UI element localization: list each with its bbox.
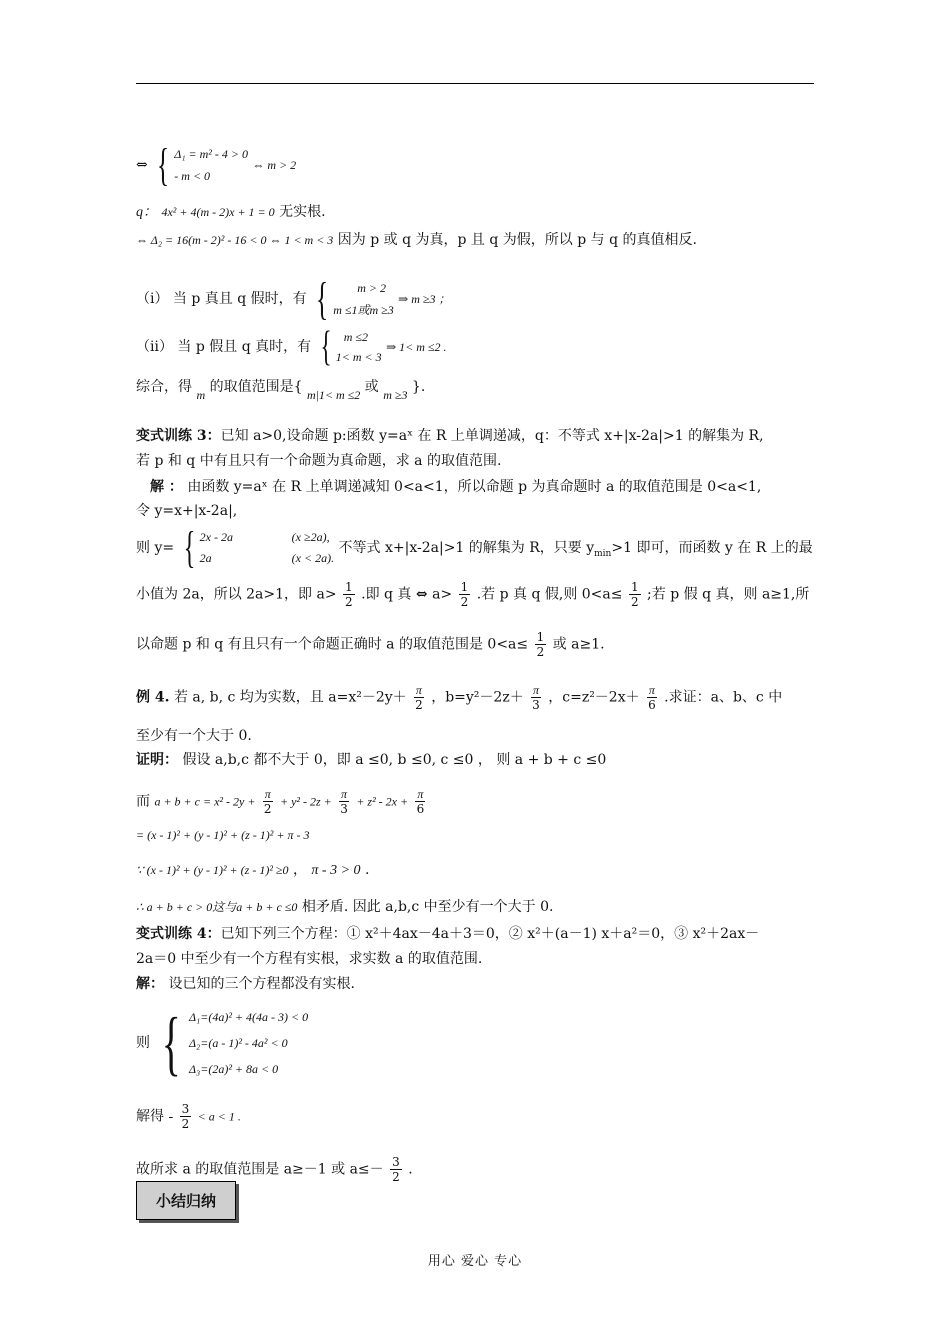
exercise-4-final-answer: 故所求 a 的取值范围是 a≥－1 或 a≤－ $\frac{3}{2}$ . bbox=[136, 1155, 413, 1184]
proof-line-1: 证明： 假设 a,b,c 都不大于 0，即 a ≤0, b ≤0, c ≤0 ， 则 a + b + c ≤0 bbox=[136, 752, 607, 768]
proof-line-2: 而 a + b + c = x² - 2y + $\frac{\pi}{2}$ + y² - 2z + $\frac{\pi}{3}$ + z² - 2x + $\frac{\pi}{6}$ bbox=[136, 787, 425, 816]
p-system: { Δ₁ = m² - 4 > 0 - m < 0 bbox=[157, 139, 248, 190]
exercise-4-solution-result: 解得 - $\frac{3}{2}$ < a < 1 . bbox=[136, 1102, 241, 1131]
case-one-line: （ⅰ） 当 p 真且 q 假时，有 { m > 2 m ≤1或m ≥3 ⇒ m ≥3 ； bbox=[136, 273, 451, 324]
proof-line-4: ∵ (x - 1)² + (y - 1)² + (z - 1)² ≥0 ， π - 3 > 0 . bbox=[136, 862, 370, 878]
exercise-3-solution-line-1: 解 ： 由函数 y=aˣ 在 R 上单调递减知 0<a<1，所以命题 p 为真命题时 a 的取值范围是 0<a<1, bbox=[150, 479, 762, 495]
exercise-4-line-2: 2a＝0 中至少有一个方程有实根，求实数 a 的取值范围. bbox=[136, 951, 483, 967]
summary-section-label: 小结归纳 bbox=[136, 1181, 236, 1220]
example-4-line-2: 至少有一个大于 0. bbox=[136, 728, 252, 744]
discriminant-system-line: 则 { Δ₁=(4a)² + 4(4a - 3) < 0 Δ₂=(a - 1)² - 4a² < 0 Δ₃=(2a)² + 8a < 0 bbox=[136, 1003, 309, 1083]
page-footer: 用心 爱心 专心 bbox=[427, 1254, 523, 1269]
exercise-3-solution-line-4: 小值为 2a，所以 2a>1，即 a> $\frac{1}{2}$ .即 q 真 ⇔ a> $\frac{1}{2}$ .若 p 真 q 假,则 0<a≤ $\frac{1}{2}$ ;若 p 假 q 真，则 a≥1,所 bbox=[136, 580, 810, 609]
exercise-3-piecewise-line: 则 y= { 2x - 2a (x ≥2a), 2a (x < 2a). 不等式 x+|x-2a|>1 的解集为 R，只要 $y_{min}>1$ 即可，而函数 y 在 R 上的最 bbox=[136, 523, 813, 572]
example-4-line-1: 例 4. 若 a, b, c 均为实数，且 a=x²－2y＋ $\frac{\pi}{2}$ ，b=y²－2z＋ $\frac{\pi}{3}$ ，c=z²－2x＋ $\frac{\pi}{6}$ .求证：a、b、c 中 bbox=[136, 683, 783, 712]
p-condition-line: ⇔ { Δ₁ = m² - 4 > 0 - m < 0 ⇔ m > 2 bbox=[136, 139, 297, 190]
proof-line-5: ∴ a + b + c > 0这与a + b + c ≤0 相矛盾. 因此 a,b,c 中至少有一个大于 0. bbox=[136, 899, 554, 915]
header-rule bbox=[136, 83, 814, 84]
exercise-3-solution-line-2: 令 y=x+|x-2a|, bbox=[136, 503, 238, 519]
discriminant-system: { Δ₁=(4a)² + 4(4a - 3) < 0 Δ₂=(a - 1)² - 4a² < 0 Δ₃=(2a)² + 8a < 0 bbox=[162, 1003, 309, 1083]
exercise-3-line-1: 变式训练 3：已知 a>0,设命题 p:函数 y=aˣ 在 R 上单调递减，q：不等式 x+|x-2a|>1 的解集为 R, bbox=[136, 428, 764, 444]
proof-line-3: = (x - 1)² + (y - 1)² + (z - 1)² + π - 3 bbox=[136, 828, 310, 842]
exercise-3-line-2: 若 p 和 q 中有且只有一个命题为真命题，求 a 的取值范围. bbox=[136, 453, 502, 469]
exercise-4-line-1: 变式训练 4：已知下列三个方程：① x²＋4ax－4a＋3＝0，② x²＋(a－1) x＋a²＝0，③ x²＋2ax－ bbox=[136, 926, 760, 942]
case-two-line: （ⅱ） 当 p 假且 q 真时，有 { m ≤2 1< m < 3 ⇒ 1< m ≤2 . bbox=[136, 324, 447, 370]
exercise-3-solution-line-5: 以命题 p 和 q 有且只有一个命题正确时 a 的取值范围是 0<a≤ $\frac{1}{2}$ 或 a≥1. bbox=[136, 630, 605, 659]
conclusion-line: 综合，得 m 的取值范围是{ m|1< m ≤2 或 m ≥3 }. bbox=[136, 379, 426, 402]
exercise-4-solution-line-1: 解： 设已知的三个方程都没有实根. bbox=[136, 976, 355, 992]
q-statement-line: q： 4x² + 4(m - 2)x + 1 = 0 无实根. bbox=[136, 204, 326, 220]
delta2-line: ⇔ Δ₂ = 16(m - 2)² - 16 < 0 ⇔ 1 < m < 3 因为 p 或 q 为真，p 且 q 为假，所以 p 与 q 的真值相反. bbox=[136, 232, 697, 248]
piecewise-function: { 2x - 2a (x ≥2a), 2a (x < 2a). bbox=[183, 523, 335, 572]
